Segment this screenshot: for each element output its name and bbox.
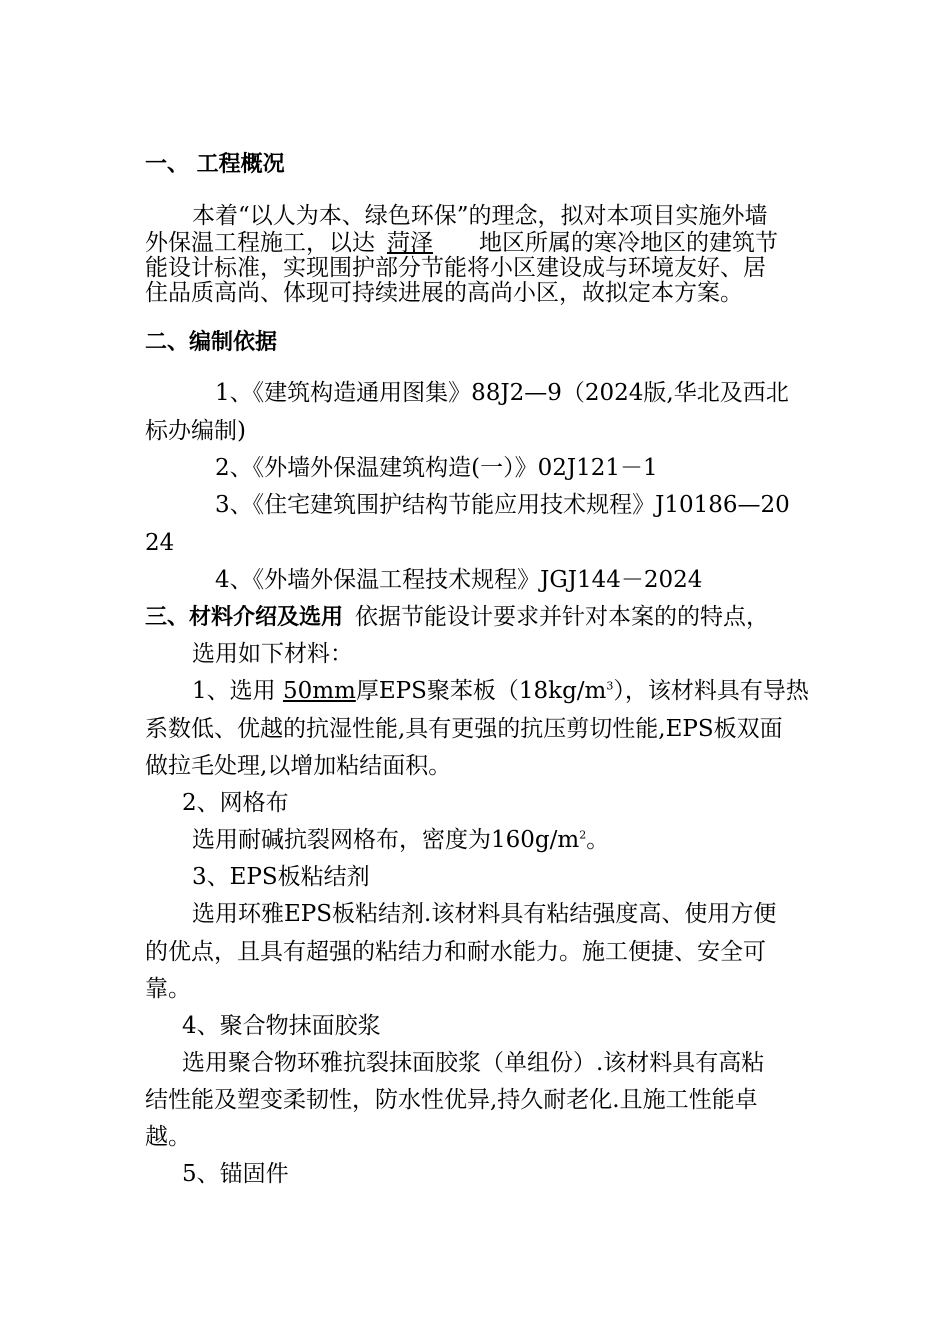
thickness-underline: 50mm: [282, 678, 356, 704]
material-1-line-3: 做拉毛处理,以增加粘结面积。: [145, 753, 452, 779]
materials-intro-line-2: 选用如下材料：: [192, 641, 353, 667]
material-1-line-1: 1、选用 50mm厚EPS聚苯板$(18kg/m^3)$，该材料具有导热: [192, 678, 809, 704]
reference-3-line-2: 24: [145, 530, 175, 556]
reference-2: 2、《外墙外保温建筑构造(一）》02J121－1: [215, 455, 658, 481]
material-4-title: 4、聚合物抹面胶浆: [182, 1013, 381, 1039]
reference-4: 4、《外墙外保温工程技术规程》JGJ144－2024: [215, 567, 703, 593]
material-3-line-1: 选用环雅EPS板粘结剂.该材料具有粘结强度高、使用方便: [192, 901, 777, 927]
material-1-line-2: 系数低、优越的抗湿性能,具有更强的抗压剪切性能,EPS板双面: [145, 716, 783, 742]
section-heading-materials: 三、材料介绍及选用: [145, 605, 344, 630]
section-heading-basis: 二、编制依据: [145, 330, 278, 355]
materials-intro-line-1: 三、材料介绍及选用 依据节能设计要求并针对本案的的特点，: [145, 604, 770, 630]
material-3-line-3: 靠。: [145, 976, 191, 1002]
material-4-line-1: 选用聚合物环雅抗裂抹面胶浆（单组份）.该材料具有高粘: [182, 1050, 765, 1076]
overview-line-1: 本着“以人为本、绿色环保”的理念，拟对本项目实施外墙: [192, 203, 768, 229]
section-heading-overview: 一、 工程概况: [145, 152, 285, 177]
material-4-line-3: 越。: [145, 1124, 191, 1150]
material-4-line-2: 结性能及塑变柔韧性，防水性优异,持久耐老化.且施工性能卓: [145, 1087, 758, 1113]
reference-1-line-1: 1、《建筑构造通用图集》88J2—9（2024版,华北及西北: [215, 380, 789, 406]
overview-line-3: 能设计标准，实现围护部分节能将小区建设成与环境友好、居: [145, 255, 766, 281]
location-underline: 菏泽: [387, 230, 433, 256]
overview-line-2: 外保温工程施工，以达 菏泽 地区所属的寒冷地区的建筑节: [145, 230, 778, 256]
material-2-text: 选用耐碱抗裂网格布，密度为$160g/m^2$。: [192, 827, 610, 853]
reference-3-line-1: 3、《住宅建筑围护结构节能应用技术规程》J10186—20: [215, 492, 790, 518]
overview-line-4: 住品质高尚、体现可持续进展的高尚小区，故拟定本方案。: [145, 280, 743, 306]
material-3-line-2: 的优点，且具有超强的粘结力和耐水能力。施工便捷、安全可: [145, 939, 766, 965]
material-2-title: 2、网格布: [182, 790, 289, 816]
material-3-title: 3、EPS板粘结剂: [192, 864, 370, 890]
material-5-title: 5、锚固件: [182, 1161, 289, 1187]
reference-1-line-2: 标办编制): [145, 418, 246, 444]
